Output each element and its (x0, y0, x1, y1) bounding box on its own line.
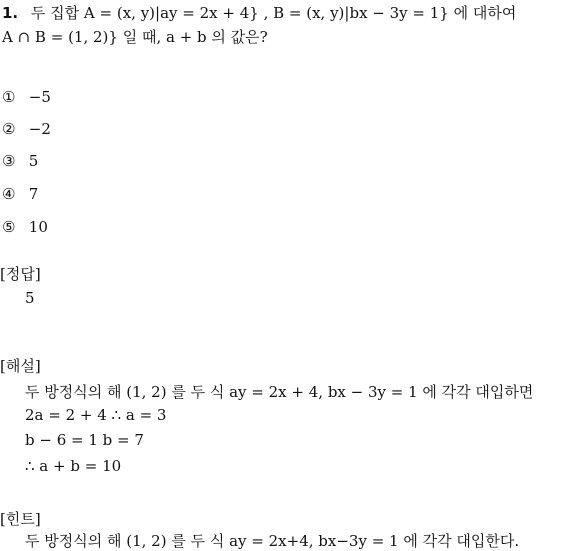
choice-5-text: 10 (28, 218, 48, 236)
choice-4-mark: ④ (2, 185, 16, 203)
choice-2[interactable] (2, 120, 51, 138)
choice-1[interactable] (2, 88, 51, 106)
question-line-2: A ∩ B = (1, 2)} 일 때, a + b 의 값은? (2, 28, 268, 46)
solution-line-4: ∴ a + b = 10 (25, 457, 122, 475)
choice-1-text: −5 (28, 88, 51, 106)
choice-3-text: 5 (28, 152, 39, 170)
choice-4-text: 7 (28, 185, 39, 203)
question-number: 1. (2, 4, 19, 22)
choice-5[interactable] (2, 218, 48, 236)
choice-3[interactable] (2, 152, 38, 170)
choice-2-text: −2 (28, 120, 51, 138)
solution-line-3: b − 6 = 1 b = 7 (25, 431, 144, 449)
choice-2-mark: ② (2, 120, 16, 138)
solution-line-1: 두 방정식의 해 (1, 2) 를 두 식 ay = 2x + 4, bx − 3y = 1 에 각각 대입하면 (25, 383, 534, 401)
choice-4[interactable] (2, 185, 38, 203)
hint-heading: [힌트] (0, 510, 41, 528)
choice-5-mark: ⑤ (2, 218, 16, 236)
question-line-1 (2, 2, 516, 23)
answer-value: 5 (25, 289, 35, 307)
solution-line-2: 2a = 2 + 4 ∴ a = 3 (25, 406, 167, 424)
question-text-1: 두 집합 A = (x, y)|ay = 2x + 4} , B = (x, y)|bx − 3y = 1} 에 대하여 (30, 4, 517, 22)
solution-heading: [해설] (0, 357, 41, 375)
hint-text: 두 방정식의 해 (1, 2) 를 두 식 ay = 2x+4, bx−3y = 1 에 각각 대입한다. (25, 532, 520, 550)
choice-3-mark: ③ (2, 152, 16, 170)
choice-1-mark: ① (2, 88, 16, 106)
answer-heading: [정답] (0, 265, 41, 283)
